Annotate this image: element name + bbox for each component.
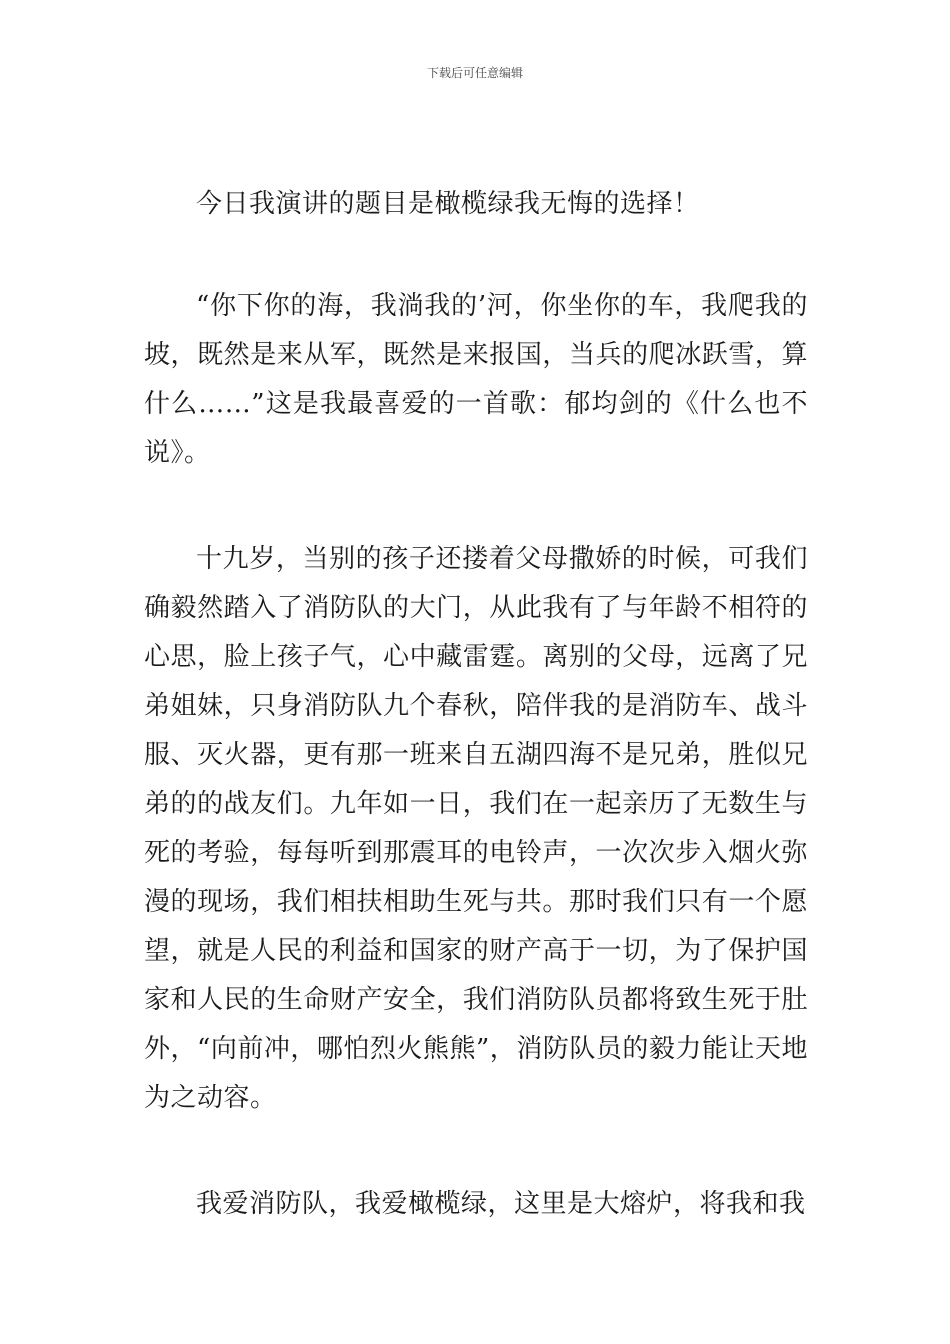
document-body <box>144 180 808 1278</box>
paragraph-service-story: 十九岁，当别的孩子还搂着父母撒娇的时候，可我们确毅然踏入了消防队的大门，从此我有了与年龄不相符的心思，脸上孩子气，心中藏雷霆。离别的父母，远离了兄弟姐妹，只身消防队九个春秋，陪伴我的是消防车、战斗服、灭火器，更有那一班来自五湖四海不是兄弟，胜似兄弟的的战友们。九年如一日，我们在一起亲历了无数生与死的考验，每每听到那震耳的电铃声，一次次步入烟火弥漫的现场，我们相扶相助生死与共。那时我们只有一个愿望，就是人民的利益和国家的财产高于一切，为了保护国家和人民的生命财产安全，我们消防队员都将致生死于肚外，“向前冲，哪怕烈火熊熊”，消防队员的毅力能让天地为之动容。 <box>144 544 808 1113</box>
paragraph-title-line: 今日我演讲的题目是橄榄绿我无悔的选择！ <box>196 189 700 219</box>
paragraph-song-quote: “你下你的海，我淌我的’河，你坐你的车，我爬我的坡，既然是来从军，既然是来报国，当兵的爬冰跃雪，算什么……”这是我最喜爱的一首歌：郁均剑的《什么也不说》。 <box>144 291 808 468</box>
paragraph-love-fire-brigade: 我爱消防队，我爱橄榄绿，这里是大熔炉，将我和我 <box>196 1189 806 1219</box>
page-header: 下载后可任意编辑 <box>426 66 523 80</box>
